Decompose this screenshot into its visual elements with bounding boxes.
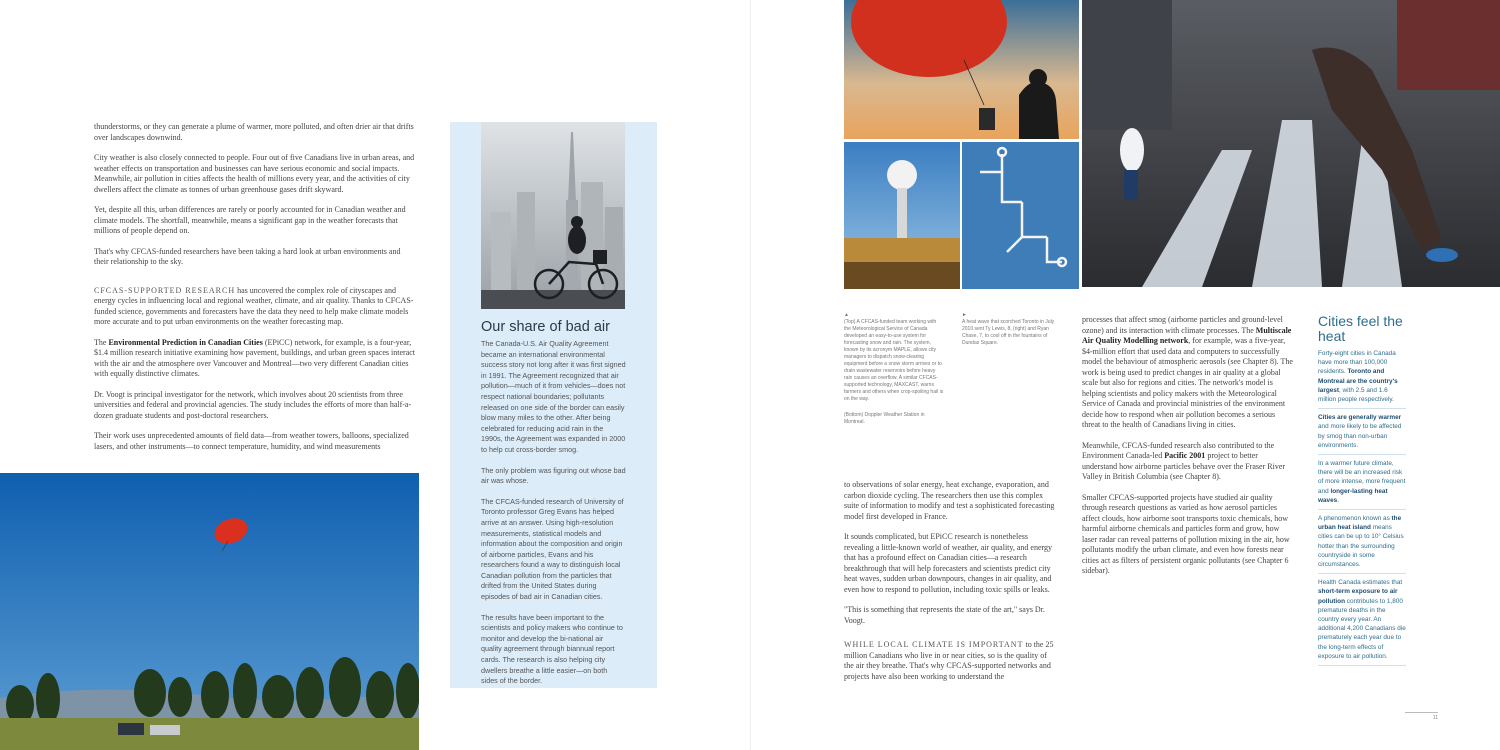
paragraph: The CFCAS-funded research of University of Toronto professor Greg Evans has helped arrive at an answer. Using high-resolution measurements, statistical models and information about the composition and origin of airborne particles, Evans and his researchers found a way to distinguish local Canadian pollution from the particles that drifted from the United States during episodes of bad air in Canadian cities. [481,496,624,602]
paragraph: Smaller CFCAS-supported projects have studied air quality through research questions as varied as how aerosol particles affect clouds, how airborne soot transports toxic chemicals, how harmful airborne chemicals and particles form and grow, how laser radar can reveal patterns of pollution mixing in the air, how pollutants modify the urban climate, and even how forests near cities act as filters of persistent organic pollutants (see Chapter 6 sidebar). [1082,492,1290,575]
caption-text: A heat wave that scorched Toronto in July 2010 sent Ty Lewis, 8, (right) and Ryan Chase, 7, to cool off in the fountains of Dundas Square. [962,319,1055,346]
doppler-station-photo [844,142,960,289]
paragraph-rest: to the 25 million Canadians who live in or near cities, so is the quality of the air they breathe. That's why CFCAS-supported networks and projects have also been working to understand the [844,640,1054,681]
fountain-heat-wave-photo [1082,0,1500,287]
caption-arrow-icon: ▲ [844,312,849,318]
text: project to better understand how airborne particles behave over the Fraser River Valley in British Columbia (see Chapter 8). [1082,451,1286,481]
balloon-field-photo [0,473,419,750]
cyclist-skyline-photo [481,122,625,309]
weather-instrument-photo [962,142,1079,289]
text: Meanwhile, CFCAS-funded research also contributed to the Environment Canada-led [1082,440,1275,460]
highlight: short-term exposure to air pollution [1318,588,1398,605]
left-page-text [94,122,416,462]
paragraph: Dr. Voogt is principal investigator for the network, which involves about 20 scientists from three universities and federal and provincial agencies. The study includes the efforts of more than half-a-dozen graduate students and post-doctoral researchers. [94,389,412,420]
balloon-launch-photo [844,0,1079,139]
highlight: Toronto and Montreal are the country's largest [1318,368,1398,394]
project-name: Pacific 2001 [1164,451,1206,460]
text: . [1337,496,1339,504]
climate-paragraph [844,640,1056,682]
caption-right [962,312,1062,347]
text: (EPiCC) network, for example, is a four-year, $1.4 million research initiative examining how pavement, buildings, and urban green spaces interact with the air and the atmosphere over Vancouver and Montreal—two very different Canadian cities with equally distinctive climates. [94,337,416,378]
caption-text: (Top) A CFCAS-funded team working with the Meteorological Service of Canada developed an easy-to-use system for forecasting snow and rain. The system, known by its acronym MAPLE, allows city managers to dispatch snow-clearing equipment before a snow storm arrives or to drain wastewater reservoirs before heavy rain causes an overflow. A similar CFCAS-supported technology, MAXCAST, warns farmers and others when crop-spoiling hail is on the way. [844,319,944,402]
cities-sidebar-list [1318,349,1406,670]
fact-item [1318,578,1406,666]
paragraph: "This is something that represents the state of the art," says Dr. Voogt. [844,605,1045,625]
caption-bottom-text: (Bottom) Doppler Weather Station in Montreal. [844,412,925,425]
lead-in: WHILE LOCAL CLIMATE IS IMPORTANT [844,640,1024,649]
paragraph: That's why CFCAS-funded researchers have been taking a hard look at urban environments and their relationship to the sky. [94,246,401,266]
text: Forty-eight cities in Canada have more than 100,000 residents. [1318,350,1396,376]
smog-paragraph [1082,315,1294,431]
page-gutter [750,0,751,750]
mid-column-text [844,480,1056,692]
network-name: Multiscale Air Quality Modelling network [1082,325,1292,345]
caption-arrow-icon: ► [962,312,967,318]
research-paragraph [94,286,416,328]
right-column-text [1082,315,1294,587]
paragraph: City weather is also closely connected to people. Four out of five Canadians live in urban areas, and weather effects on transportation and businesses can have serious economic and social impacts. Meanwhile, air pollution in cities affects the health of millions every year, and the activities of city dwellers affect the climate as tonnes of urban greenhouse gases drift skyward. [94,153,415,194]
paragraph: The Canada-U.S. Air Quality Agreement became an international environmental success story not long after it was first signed in 1991. The Agreement recognized that air pollution—much of it from vehicles—does not respect national boundaries; pollutants released on one side of the border can easily blow many miles to the other. After being celebrated for reducing acid rain in the 1990s, the Agreement was expanded in 2000 to help cut cross-border smog. [481,339,626,454]
epicc-paragraph [94,338,416,380]
paragraph: Their work uses unprecedented amounts of field data—from weather towers, balloons, specialized lasers, and other instruments—to connect temperature, humidity, and wind measurements [94,431,409,451]
text: A phenomenon known as [1318,515,1392,523]
text: The [94,337,109,347]
text: , with 2.5 and 1.6 million people respectively. [1318,386,1394,404]
paragraph: Yet, despite all this, urban differences are rarely or poorly accounted for in Canadian weather and climate models. The shortfall, meanwhile, means a significant gap in the weather forecasts that millions of people depend on. [94,205,406,235]
text: and more likely to be affected by smog than non-urban environments. [1318,423,1402,449]
paragraph: to observations of solar energy, heat exchange, evaporation, and carbon dioxide cycling. The researchers then use this complex suite of information to modify and test a sophisticated forecasting model first developed in France. [844,480,1055,521]
paragraph: The only problem was figuring out whose bad air was whose. [481,465,626,486]
highlight: Cities are generally warmer [1318,414,1402,422]
paragraph: thunderstorms, or they can generate a plume of warmer, more polluted, and often drier air that drifts over landscapes downwind. [94,122,414,142]
caption-top [844,312,944,426]
lead-in: CFCAS-SUPPORTED RESEARCH [94,285,236,295]
cities-sidebar-title: Cities feel the heat [1318,313,1403,344]
text: contributes to 1,800 premature deaths in the country every year. An additional 4,200 Canadians die prematurely each year due to the long-term effects of exposure to air pollution. [1318,597,1406,660]
text: In a warmer future climate, there will be an increased risk of more intense, more frequent and [1318,460,1406,495]
sidebar-title: Our share of bad air [481,319,610,335]
fact-item [1318,413,1406,455]
text: , for example, was a five-year, $4-million effort that used data and computers to successfully model the behaviour of atmospheric aerosols (see Chapter 8). The work is being used to predict changes in air quality at a global scale but also for regions and cities. The network's model is helping scientists and policy makers with the Meteorological Service of Canada and provincial ministries of the environment decide how to respond when air pollution becomes a serious threat to the health of Canadians living in cities. [1082,336,1293,429]
highlight: the urban heat island [1318,515,1402,532]
fact-item [1318,514,1406,574]
text: Health Canada estimates that [1318,579,1403,587]
pacific-paragraph [1082,441,1294,483]
fact-item [1318,459,1406,510]
network-name: Environmental Prediction in Canadian Cities [108,337,263,347]
sidebar-body [481,339,626,697]
page-number: 11 [1405,712,1438,721]
paragraph-rest: has uncovered the complex role of cityscapes and energy cycles in influencing local and regional weather, climate, and air quality. Thanks to CFCAS-funded science, governments and forecasters have the data they need to help make climate models more accurate and to put urban environments on the weather forecasting map. [94,285,414,326]
highlight: longer-lasting heat waves [1318,487,1388,504]
paragraph: The results have been important to the scientists and policy makers who continue to monitor and develop the bi-national air quality agreement through biannual report cards. The research is also helping city dwellers breathe a little easier—on both sides of the border. [481,612,623,686]
paragraph: It sounds complicated, but EPiCC research is nonetheless revealing a little-known world of weather, air quality, and energy that has a profound effect on Canadian cities—a research breakthrough that will help forecasters and scientists predict city heat waves, sudden urban downpours, changes in air quality, and even how to respond to pollution, including toxic spills or leaks. [844,532,1053,594]
text: means cities can be up to 10° Celsius hotter than the surrounding countryside in some circumstances. [1318,524,1404,569]
text: processes that affect smog (airborne particles and ground-level ozone) and its interaction with climate processes. The [1082,315,1283,335]
fact-item [1318,349,1406,409]
